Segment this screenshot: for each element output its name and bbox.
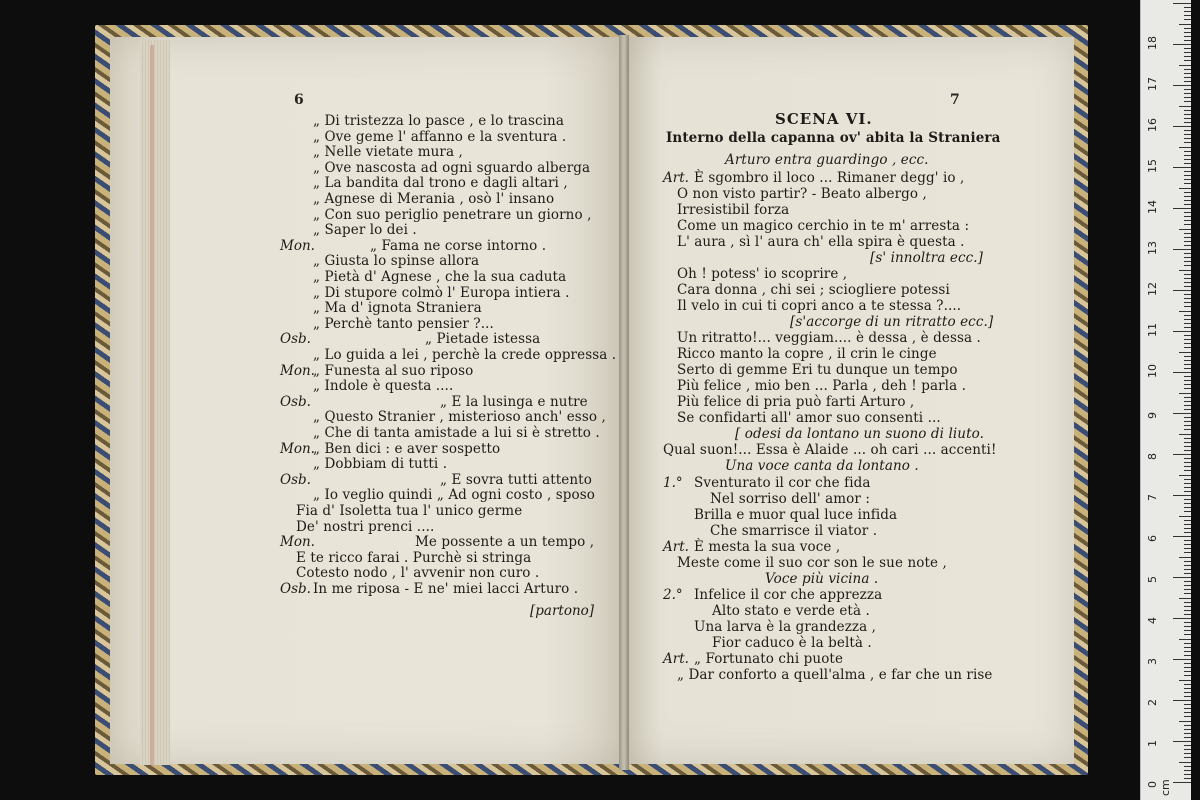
verse-line: L' aura , sì l' aura ch' ella spira è questa . <box>677 234 965 250</box>
ruler-tick <box>1184 356 1191 357</box>
ruler-tick <box>1184 429 1191 430</box>
ruler-tick <box>1173 249 1191 250</box>
ruler-tick <box>1184 298 1191 299</box>
ruler-number: 18 <box>1146 36 1159 50</box>
ruler-tick <box>1184 692 1191 693</box>
verse-line: „ Ben dici : e aver sospetto <box>313 440 501 457</box>
verse-line: Fior caduco è la beltà . <box>712 635 872 651</box>
ruler-tick <box>1184 253 1191 254</box>
verse-line: Cara donna , chi sei ; sciogliere potessi <box>677 282 950 298</box>
ruler-tick <box>1184 753 1191 754</box>
ruler-number: 6 <box>1146 535 1159 542</box>
ruler-tick <box>1184 589 1191 590</box>
verse-line: „ Ove geme l' affanno e la sventura . <box>313 128 567 145</box>
ruler-tick <box>1184 458 1191 459</box>
ruler-tick <box>1184 602 1191 603</box>
stage-direction: [s' innoltra ecc.] <box>870 250 984 266</box>
entry-direction: Arturo entra guardingo , ecc. <box>725 152 929 168</box>
ruler-tick <box>1184 409 1191 410</box>
ruler-tick <box>1184 708 1191 709</box>
ruler-tick <box>1184 466 1191 467</box>
verse-line: Che smarrisce il viator . <box>710 523 878 539</box>
ruler-tick <box>1179 65 1191 66</box>
ruler-tick <box>1184 323 1191 324</box>
stage-direction: [s'accorge di un ritratto ecc.] <box>790 314 994 330</box>
ruler-number: 15 <box>1146 159 1159 173</box>
ruler-tick <box>1184 548 1191 549</box>
ruler-tick <box>1173 413 1191 414</box>
stage-direction: Voce più vicina . <box>765 571 879 587</box>
verse-line: Se confidarti all' amor suo consenti ... <box>677 410 941 426</box>
ruler-tick <box>1184 581 1191 582</box>
verse-line: Più felice di pria può farti Arturo , <box>677 394 915 410</box>
ruler-tick <box>1184 421 1191 422</box>
ruler-tick <box>1184 667 1191 668</box>
ruler-tick <box>1184 101 1191 102</box>
ruler-tick <box>1173 167 1191 168</box>
ruler-tick <box>1184 48 1191 49</box>
ruler-tick <box>1184 257 1191 258</box>
ruler-tick <box>1184 192 1191 193</box>
verse-line: „ Dar conforto a quell'alma , e far che un rise <box>677 667 993 683</box>
ruler-number: 4 <box>1146 617 1159 624</box>
speaker-label: Osb. <box>280 331 311 348</box>
ruler-tick <box>1184 380 1191 381</box>
ruler-number: 14 <box>1146 200 1159 214</box>
ruler-tick <box>1184 397 1191 398</box>
verse-line: In me riposa - E ne' miei lacci Arturo . <box>313 581 579 597</box>
ruler-number: 2 <box>1146 699 1159 706</box>
page-number: 7 <box>950 92 960 108</box>
ruler-number: 5 <box>1146 576 1159 583</box>
verse-line: „ Questo Stranier , misterioso anch' esso , <box>313 409 606 426</box>
ruler-tick <box>1184 663 1191 664</box>
ruler-tick <box>1184 470 1191 471</box>
ruler-tick <box>1173 3 1191 4</box>
verse-line: Sventurato il cor che fida <box>694 475 871 491</box>
ruler-tick <box>1184 134 1191 135</box>
ruler-tick <box>1179 598 1191 599</box>
verse-line: Un ritratto!... veggiam.... è dessa , è dessa . <box>677 330 981 346</box>
ruler-tick <box>1184 179 1191 180</box>
verse-line: „ Lo guida a lei , perchè la crede oppressa . <box>313 347 617 363</box>
ruler-tick <box>1184 630 1191 631</box>
ruler-tick <box>1184 286 1191 287</box>
ruler-tick <box>1184 302 1191 303</box>
ruler-tick <box>1184 114 1191 115</box>
ruler-tick <box>1173 290 1191 291</box>
ruler-tick <box>1184 319 1191 320</box>
ruler-tick <box>1179 393 1191 394</box>
ruler-tick <box>1184 274 1191 275</box>
ruler-tick <box>1184 278 1191 279</box>
verse-line: „ Ma d' ignota Straniera <box>313 300 482 317</box>
ruler-tick <box>1184 671 1191 672</box>
verse-line: Alto stato e verde età . <box>712 603 870 619</box>
verse-line: „ Con suo periglio penetrare un giorno , <box>313 206 592 223</box>
ruler-tick <box>1184 745 1191 746</box>
ruler-tick <box>1184 360 1191 361</box>
ruler-tick <box>1184 376 1191 377</box>
ruler-tick <box>1184 384 1191 385</box>
ruler-tick <box>1184 388 1191 389</box>
verse-line: „ Funesta al suo riposo <box>313 362 474 379</box>
ruler-tick <box>1184 532 1191 533</box>
ruler-tick <box>1184 704 1191 705</box>
speaker-label: Osb. <box>280 393 311 410</box>
verse-line: „ Dobbiam di tutti . <box>313 456 448 473</box>
ruler-tick <box>1184 204 1191 205</box>
ruler-tick <box>1184 696 1191 697</box>
ruler-tick <box>1184 507 1191 508</box>
ruler-tick <box>1184 425 1191 426</box>
speaker-label: Art. <box>663 651 689 667</box>
ruler-tick <box>1179 639 1191 640</box>
verse-line: De' nostri prenci .... <box>296 518 435 535</box>
ruler-tick <box>1184 552 1191 553</box>
ruler-tick <box>1184 159 1191 160</box>
ruler-tick <box>1184 684 1191 685</box>
ruler-tick <box>1173 85 1191 86</box>
stage-direction: Una voce canta da lontano . <box>725 458 919 474</box>
ruler-tick <box>1184 778 1191 779</box>
verse-line: Serto di gemme Eri tu dunque un tempo <box>677 362 958 378</box>
ruler-tick <box>1184 749 1191 750</box>
ruler-tick <box>1184 524 1191 525</box>
ruler-tick <box>1184 729 1191 730</box>
verse-line: „ E la lusinga e nutre <box>440 393 588 410</box>
ruler-tick <box>1173 700 1191 701</box>
ruler-tick <box>1184 462 1191 463</box>
ruler-tick <box>1184 69 1191 70</box>
ruler-tick <box>1184 220 1191 221</box>
ruler-tick <box>1184 573 1191 574</box>
ruler-tick <box>1184 77 1191 78</box>
ruler-tick <box>1184 774 1191 775</box>
ruler-tick <box>1184 241 1191 242</box>
ruler-tick <box>1184 73 1191 74</box>
ruler-tick <box>1184 89 1191 90</box>
verse-line: Me possente a un tempo , <box>415 534 595 551</box>
ruler-tick <box>1184 511 1191 512</box>
verse-line: „ Fama ne corse intorno . <box>370 237 547 254</box>
ruler-number: 8 <box>1146 453 1159 460</box>
speaker-label: Mon. <box>280 362 315 379</box>
ruler-tick <box>1184 151 1191 152</box>
ruler-tick <box>1179 24 1191 25</box>
ruler-tick <box>1184 138 1191 139</box>
speaker-label: Mon. <box>280 237 315 254</box>
ruler-tick <box>1184 479 1191 480</box>
ruler-tick <box>1184 110 1191 111</box>
ruler-tick <box>1184 335 1191 336</box>
ruler-tick <box>1184 15 1191 16</box>
ruler-tick <box>1184 610 1191 611</box>
ruler-tick <box>1184 606 1191 607</box>
ruler-tick <box>1184 40 1191 41</box>
ruler-tick <box>1179 311 1191 312</box>
ruler-tick <box>1184 491 1191 492</box>
page-number: 6 <box>294 92 304 108</box>
ruler-tick <box>1184 544 1191 545</box>
ruler-tick <box>1184 540 1191 541</box>
ruler-tick <box>1184 7 1191 8</box>
ruler-tick <box>1184 265 1191 266</box>
ruler-tick <box>1184 245 1191 246</box>
ruler-tick <box>1179 352 1191 353</box>
verse-line: „ Pietade istessa <box>425 331 541 348</box>
verse-line: E te ricco farai . Purchè si stringa <box>296 549 532 566</box>
ruler-tick <box>1179 434 1191 435</box>
verse-line: „ Di stupore colmò l' Europa intiera . <box>313 284 570 301</box>
ruler-tick <box>1184 733 1191 734</box>
ruler-tick <box>1184 237 1191 238</box>
ruler-tick <box>1179 557 1191 558</box>
ruler-tick <box>1184 52 1191 53</box>
speaker-label: 2.° <box>663 587 683 603</box>
ruler-number: 7 <box>1146 494 1159 501</box>
ruler-tick <box>1179 188 1191 189</box>
verse-line: „ Ove nascosta ad ogni sguardo alberga <box>313 159 591 176</box>
verse-line: „ Fortunato chi puote <box>694 651 844 667</box>
speaker-label: Osb. <box>280 581 311 597</box>
ruler-tick <box>1184 56 1191 57</box>
verse-line: Più felice , mio ben ... Parla , deh ! parla . <box>677 378 966 394</box>
verse-line: Irresistibil forza <box>677 202 790 218</box>
ruler-tick <box>1184 142 1191 143</box>
ruler-tick <box>1184 417 1191 418</box>
verse-line: „ Indole è questa .... <box>313 378 454 395</box>
speaker-label: Mon. <box>280 534 315 551</box>
verse-line: „ Di tristezza lo pasce , e lo trascina <box>313 113 564 129</box>
ruler-tick <box>1184 196 1191 197</box>
ruler-tick <box>1184 216 1191 217</box>
verse-line: Come un magico cerchio in te m' arresta : <box>677 218 970 234</box>
ruler-tick <box>1173 741 1191 742</box>
ruler-tick <box>1184 614 1191 615</box>
ruler-tick <box>1184 438 1191 439</box>
ruler-tick <box>1184 175 1191 176</box>
page-edge-stain <box>150 45 154 765</box>
measuring-ruler <box>1140 0 1191 800</box>
ruler-tick <box>1184 200 1191 201</box>
verse-line: Una larva è la grandezza , <box>694 619 877 635</box>
ruler-tick <box>1184 118 1191 119</box>
speaker-label: Art. <box>663 539 689 555</box>
ruler-number: 13 <box>1146 241 1159 255</box>
ruler-tick <box>1173 618 1191 619</box>
ruler-tick <box>1184 622 1191 623</box>
ruler-unit: cm <box>1159 779 1172 796</box>
ruler-tick <box>1184 405 1191 406</box>
scene-title: SCENA VI. <box>775 110 873 128</box>
ruler-tick <box>1184 675 1191 676</box>
ruler-tick <box>1184 294 1191 295</box>
ruler-tick <box>1179 147 1191 148</box>
ruler-tick <box>1179 106 1191 107</box>
ruler-tick <box>1184 282 1191 283</box>
verse-line: Fia d' Isoletta tua l' unico germe <box>296 503 523 519</box>
ruler-tick <box>1184 503 1191 504</box>
ruler-tick <box>1184 315 1191 316</box>
ruler-tick <box>1173 536 1191 537</box>
book-gutter <box>619 35 629 770</box>
ruler-tick <box>1184 647 1191 648</box>
ruler-tick <box>1173 577 1191 578</box>
ruler-tick <box>1184 155 1191 156</box>
ruler-tick <box>1184 36 1191 37</box>
ruler-tick <box>1184 163 1191 164</box>
stage-direction: [partono] <box>530 603 595 619</box>
verse-line: Cotesto nodo , l' avvenir non curo . <box>296 565 540 582</box>
ruler-number: 9 <box>1146 412 1159 419</box>
ruler-tick <box>1184 364 1191 365</box>
ruler-tick <box>1184 593 1191 594</box>
verse-line: O non visto partir? - Beato albergo , <box>677 186 927 202</box>
ruler-tick <box>1184 28 1191 29</box>
verse-line: Brilla e muor qual luce infida <box>694 507 898 523</box>
ruler-tick <box>1179 762 1191 763</box>
speaker-label: Art. <box>663 170 689 186</box>
ruler-tick <box>1184 569 1191 570</box>
ruler-tick <box>1184 483 1191 484</box>
verse-line: „ Io veglio quindi „ Ad ogni costo , sposo <box>313 487 595 504</box>
ruler-tick <box>1184 224 1191 225</box>
ruler-tick <box>1179 721 1191 722</box>
verse-line: È mesta la sua voce , <box>694 539 841 555</box>
ruler-tick <box>1184 327 1191 328</box>
verse-line: „ Che di tanta amistade a lui si è stretto . <box>313 425 600 441</box>
verse-line: „ E sovra tutti attento <box>440 471 592 488</box>
verse-line: Oh ! potess' io scoprire , <box>677 266 848 282</box>
ruler-tick <box>1184 725 1191 726</box>
ruler-tick <box>1184 97 1191 98</box>
ruler-number: 12 <box>1146 282 1159 296</box>
ruler-tick <box>1184 712 1191 713</box>
ruler-tick <box>1184 343 1191 344</box>
ruler-tick <box>1184 261 1191 262</box>
ruler-tick <box>1184 499 1191 500</box>
ruler-tick <box>1179 270 1191 271</box>
ruler-tick <box>1173 782 1191 783</box>
ruler-tick <box>1184 32 1191 33</box>
verse-line: Nel sorriso dell' amor : <box>710 491 870 507</box>
ruler-tick <box>1184 561 1191 562</box>
ruler-tick <box>1173 126 1191 127</box>
ruler-tick <box>1184 655 1191 656</box>
ruler-tick <box>1184 183 1191 184</box>
ruler-tick <box>1184 368 1191 369</box>
ruler-tick <box>1179 516 1191 517</box>
ruler-tick <box>1173 331 1191 332</box>
ruler-tick <box>1184 212 1191 213</box>
ruler-tick <box>1184 233 1191 234</box>
ruler-number: 11 <box>1146 323 1159 337</box>
ruler-tick <box>1173 208 1191 209</box>
ruler-tick <box>1173 495 1191 496</box>
ruler-tick <box>1184 339 1191 340</box>
ruler-tick <box>1184 122 1191 123</box>
speaker-label: Osb. <box>280 471 311 488</box>
ruler-tick <box>1184 11 1191 12</box>
ruler-tick <box>1173 372 1191 373</box>
ruler-number: 1 <box>1146 740 1159 747</box>
ruler-tick <box>1184 446 1191 447</box>
ruler-tick <box>1184 770 1191 771</box>
stage-direction: [ odesi da lontano un suono di liuto. <box>735 426 984 442</box>
verse-line: „ Nelle vietate mura , <box>313 144 463 161</box>
verse-line: „ La bandita dal trono e dagli altari , <box>313 175 568 192</box>
ruler-tick <box>1184 401 1191 402</box>
ruler-number: 0 <box>1146 781 1159 788</box>
verse-line: Qual suon!... Essa è Alaide ... oh cari ... accenti! <box>663 442 997 458</box>
verse-line: „ Agnese di Merania , osò l' insano <box>313 191 555 207</box>
ruler-tick <box>1184 347 1191 348</box>
ruler-tick <box>1184 634 1191 635</box>
ruler-number: 17 <box>1146 77 1159 91</box>
ruler-tick <box>1184 487 1191 488</box>
speaker-label: Mon. <box>280 440 315 457</box>
verse-line: „ Saper lo dei . <box>313 222 417 239</box>
verse-line: Il velo in cui ti copri anco a te stessa ?.... <box>677 298 962 314</box>
ruler-tick <box>1184 171 1191 172</box>
ruler-tick <box>1184 565 1191 566</box>
ruler-tick <box>1184 737 1191 738</box>
ruler-tick <box>1184 688 1191 689</box>
ruler-number: 3 <box>1146 658 1159 665</box>
ruler-tick <box>1173 454 1191 455</box>
verse-line: „ Giusta lo spinse allora <box>313 253 480 270</box>
ruler-tick <box>1173 44 1191 45</box>
scene-setting: Interno della capanna ov' abita la Straniera <box>666 130 1001 146</box>
ruler-tick <box>1184 442 1191 443</box>
ruler-tick <box>1184 585 1191 586</box>
ruler-tick <box>1184 130 1191 131</box>
ruler-tick <box>1184 766 1191 767</box>
ruler-tick <box>1184 528 1191 529</box>
verse-line: „ Perchè tanto pensier ?... <box>313 315 494 332</box>
ruler-tick <box>1184 626 1191 627</box>
ruler-tick <box>1184 651 1191 652</box>
verse-line: È sgombro il loco ... Rimaner degg' io , <box>694 170 965 186</box>
ruler-tick <box>1184 716 1191 717</box>
ruler-tick <box>1179 475 1191 476</box>
ruler-number: 10 <box>1146 364 1159 378</box>
ruler-tick <box>1184 19 1191 20</box>
ruler-tick <box>1184 757 1191 758</box>
ruler-tick <box>1184 60 1191 61</box>
verse-line: „ Pietà d' Agnese , che la sua caduta <box>313 269 567 285</box>
ruler-tick <box>1184 93 1191 94</box>
verse-line: Meste come il suo cor son le sue note , <box>677 555 947 571</box>
speaker-label: 1.° <box>663 475 683 491</box>
ruler-tick <box>1184 520 1191 521</box>
ruler-tick <box>1173 659 1191 660</box>
ruler-tick <box>1184 306 1191 307</box>
ruler-tick <box>1184 643 1191 644</box>
ruler-tick <box>1179 680 1191 681</box>
ruler-number: 16 <box>1146 118 1159 132</box>
page-edges <box>140 40 170 765</box>
verse-line: Infelice il cor che apprezza <box>694 587 883 603</box>
verse-line: Ricco manto la copre , il crin le cinge <box>677 346 937 362</box>
ruler-tick <box>1184 450 1191 451</box>
ruler-tick <box>1179 229 1191 230</box>
ruler-tick <box>1184 81 1191 82</box>
